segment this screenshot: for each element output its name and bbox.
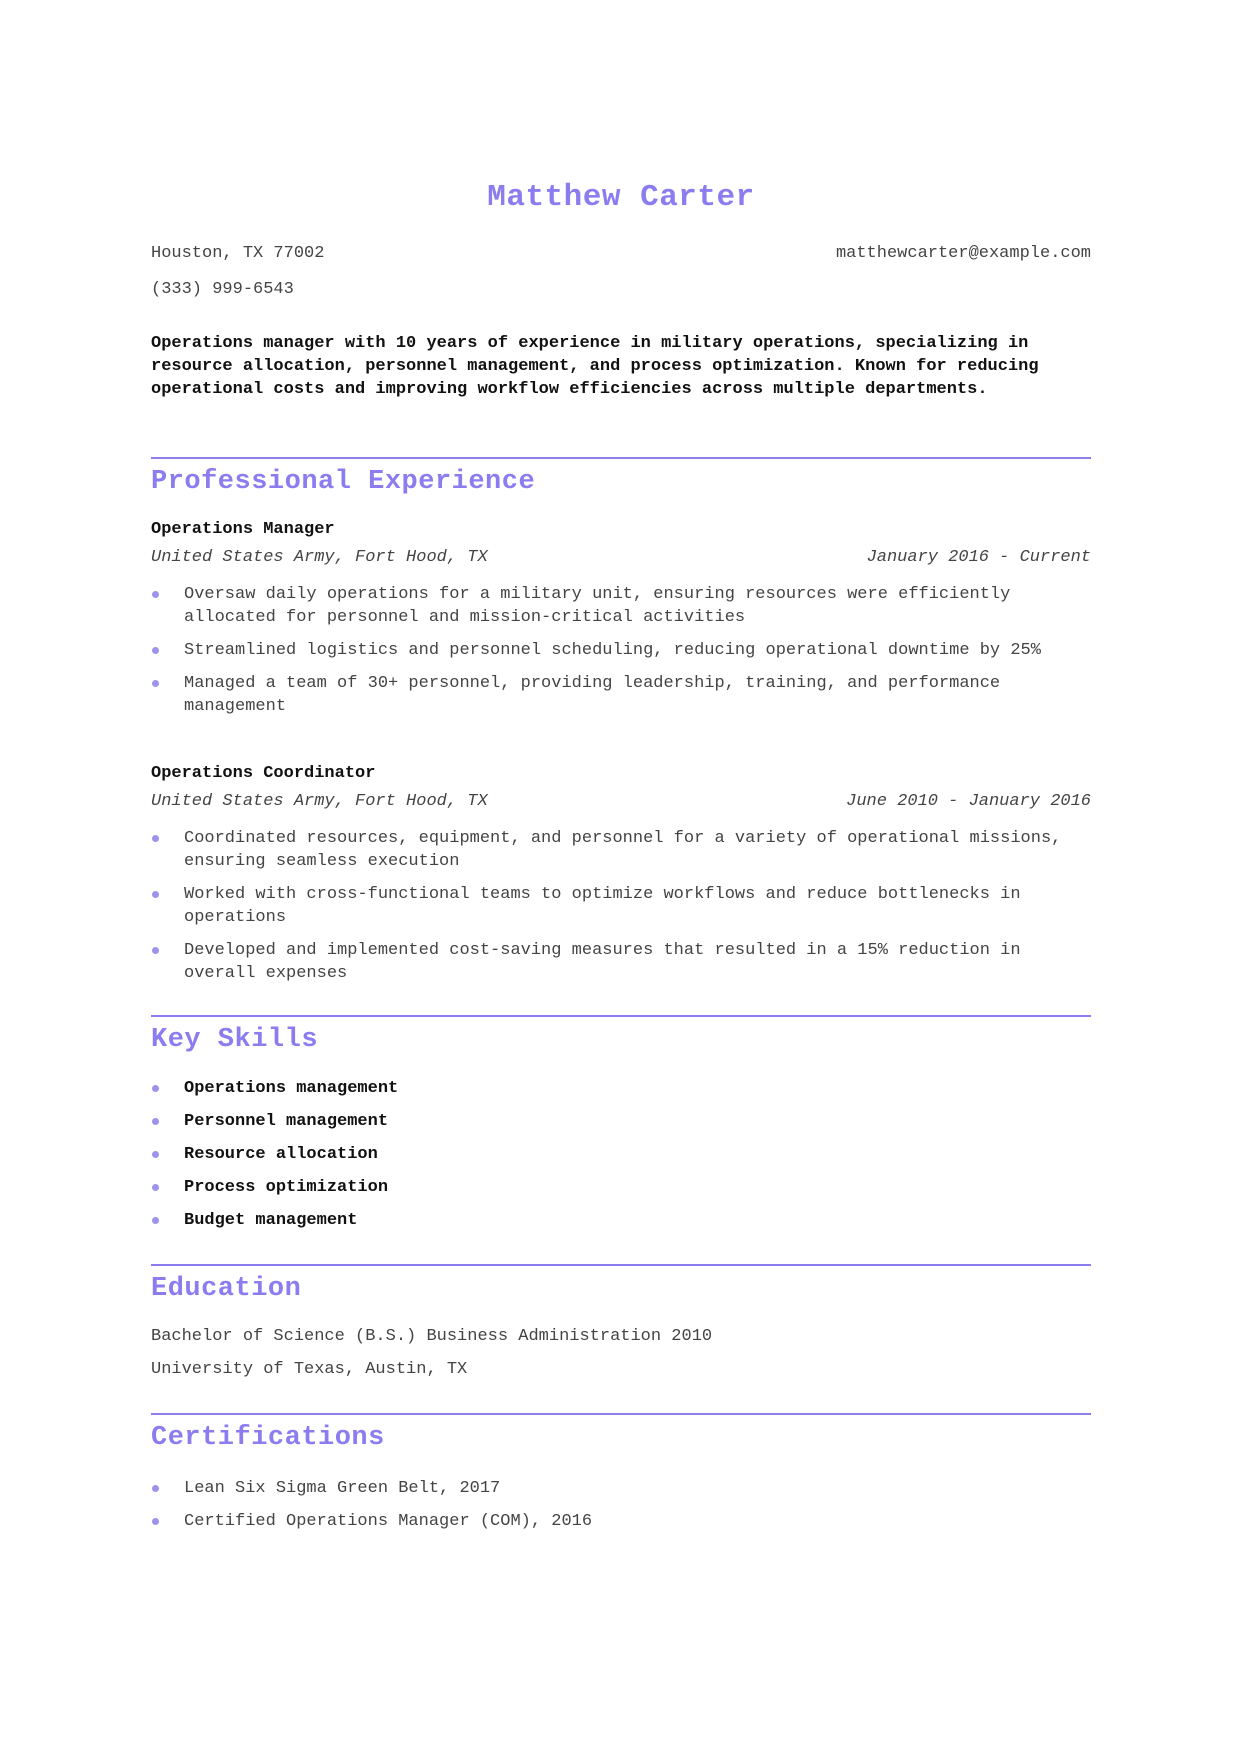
bullet-icon [152,947,159,954]
list-item: Oversaw daily operations for a military unit, ensuring resources were efficiently allocated for personnel and mission-critical activities [151,583,1091,629]
list-item: Budget management [151,1209,1091,1232]
list-item: Certified Operations Manager (COM), 2016 [151,1510,1091,1533]
job-organization: United States Army, Fort Hood, TX [151,792,488,811]
section-title-experience: Professional Experience [151,467,536,497]
bullet-icon [152,1184,159,1191]
list-item: Lean Six Sigma Green Belt, 2017 [151,1477,1091,1500]
location: Houston, TX 77002 [151,244,325,263]
email-link[interactable]: matthewcarter@example.com [835,244,1091,263]
section-divider [151,457,1091,459]
experience-section [151,457,1091,497]
bullet-icon [152,591,159,598]
list-item: Coordinated resources, equipment, and personnel for a variety of operational missions, ensuring seamless execution [151,827,1091,873]
list-item: Personnel management [151,1110,1091,1133]
list-item: Worked with cross-functional teams to optimize workflows and reduce bottlenecks in operations [151,883,1091,929]
candidate-name: Matthew Carter [487,180,755,215]
job-title: Operations Coordinator [151,764,376,783]
job-dates: June 2010 - January 2016 [846,792,1091,811]
job-meta [151,548,1091,567]
job-title: Operations Manager [151,520,335,539]
bullet-icon [152,835,159,842]
section-title-education: Education [151,1274,302,1304]
list-item: Process optimization [151,1176,1091,1199]
contact-row-2 [151,280,1091,299]
certifications-list [151,1477,1091,1533]
section-title-certifications: Certifications [151,1423,385,1453]
list-item: Resource allocation [151,1143,1091,1166]
job-dates: January 2016 - Current [866,548,1091,567]
section-divider [151,1015,1091,1017]
education-school: University of Texas, Austin, TX [151,1360,468,1379]
list-item: Managed a team of 30+ personnel, providing leadership, training, and performance management [151,672,1091,718]
bullet-icon [152,1085,159,1092]
phone-number: (333) 999-6543 [151,280,294,299]
education-degree: Bachelor of Science (B.S.) Business Administration 2010 [151,1327,713,1346]
bullet-icon [152,891,159,898]
section-divider [151,1413,1091,1415]
skills-list [151,1077,1091,1232]
list-item: Streamlined logistics and personnel scheduling, reducing operational downtime by 25% [151,639,1091,662]
job-bullets [151,583,1091,718]
job-organization: United States Army, Fort Hood, TX [151,548,488,567]
job-bullets [151,827,1091,985]
list-item: Operations management [151,1077,1091,1100]
bullet-icon [152,1118,159,1125]
bullet-icon [152,680,159,687]
list-item: Developed and implemented cost-saving measures that resulted in a 15% reduction in overall expenses [151,939,1091,985]
education-section [151,1264,1091,1304]
job-meta [151,792,1091,811]
bullet-icon [152,1151,159,1158]
bullet-icon [152,1217,159,1224]
skills-section [151,1015,1091,1055]
bullet-icon [152,1485,159,1492]
section-divider [151,1264,1091,1266]
bullet-icon [152,1518,159,1525]
section-title-skills: Key Skills [151,1025,319,1055]
contact-row-1 [151,244,1091,263]
professional-summary: Operations manager with 10 years of experience in military operations, specializing in resource allocation, personnel management, and process optimization. Known for reducing operational costs and improving workflow efficiencies across multiple departments. [151,334,1039,399]
bullet-icon [152,647,159,654]
certifications-section [151,1413,1091,1453]
